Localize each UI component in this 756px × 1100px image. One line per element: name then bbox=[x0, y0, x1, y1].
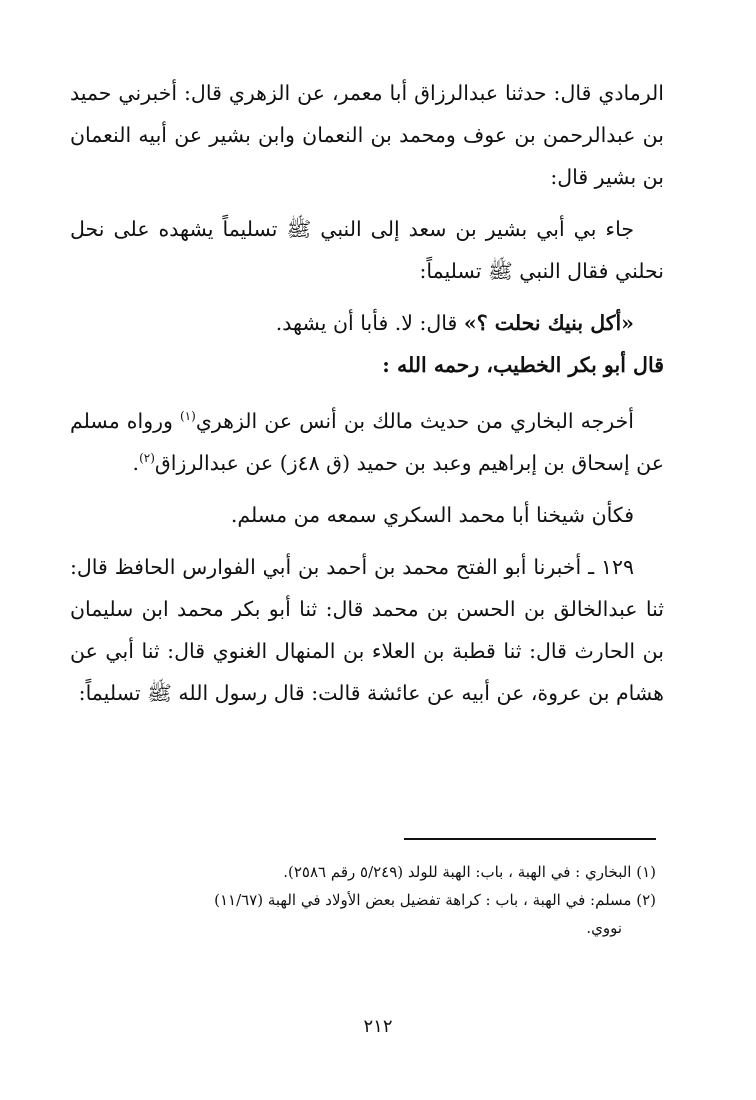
takhrij-end: . bbox=[132, 451, 140, 475]
page-number: ٢١٢ bbox=[363, 1016, 393, 1037]
footnote-divider bbox=[404, 838, 656, 840]
hadith-text: جاء بي أبي بشير بن سعد إلى النبي ﷺ تسليماً يشهده على نحل نحلني فقال النبي ﷺ تسليماً: bbox=[70, 217, 664, 283]
footnotes bbox=[78, 858, 656, 942]
footnote-ref-2: (٢) bbox=[139, 451, 155, 466]
footnote-2: (٢) مسلم: في الهبة ، باب : كراهة تفضيل بعض الأولاد في الهبة (١١/٦٧) bbox=[214, 891, 656, 909]
takhrij-part-1: أخرجه البخاري من حديث مالك بن أنس عن الزهري bbox=[195, 409, 634, 433]
footnote-ref-1: (١) bbox=[179, 409, 196, 424]
reply-text: قال: لا. فأبا أن يشهد. bbox=[275, 311, 458, 335]
hadith-129-paragraph: ١٢٩ ـ أخبرنا أبو الفتح محمد بن أحمد بن أبي الفوارس الحافظ قال: ثنا عبدالخالق بن الحسن بن محمد قال: ثنا أبو بكر محمد ابن سليمان بن الحارث قال: ثنا قطبة بن العلاء بن المنهال الغنوي قال: ثنا أبي عن هشام بن عروة، عن أبيه عن عائشة قالت: قال رسول الله ﷺ تسليماً: bbox=[70, 555, 664, 705]
note-paragraph: فكأن شيخنا أبا محمد السكري سمعه من مسلم. bbox=[230, 503, 634, 527]
footnote-2-continuation: نووي. bbox=[586, 919, 622, 937]
main-text bbox=[70, 72, 664, 714]
author-heading: قال أبو بكر الخطيب، رحمه الله : bbox=[382, 353, 664, 377]
prophet-quote: «أكل بنيك نحلت ؟» bbox=[463, 311, 634, 335]
isnad-paragraph: الرمادي قال: حدثنا عبدالرزاق أبا معمر، عن الزهري قال: أخبرني حميد بن عبدالرحمن بن عوف ومحمد بن النعمان وابن بشير عن أبيه النعمان بن بشير قال: bbox=[70, 81, 664, 189]
takhrij-paragraph bbox=[70, 400, 664, 484]
hadith-quote-line bbox=[70, 302, 664, 344]
footnote-1: (١) البخاري : في الهبة ، باب: الهبة للولد (٥/٢٤٩ رقم ٢٥٨٦). bbox=[283, 863, 656, 881]
takhrij-part-2: ورواه مسلم عن إسحاق بن إبراهيم وعبد بن حميد (ق ٤٨ز) عن عبدالرزاق bbox=[70, 409, 664, 475]
